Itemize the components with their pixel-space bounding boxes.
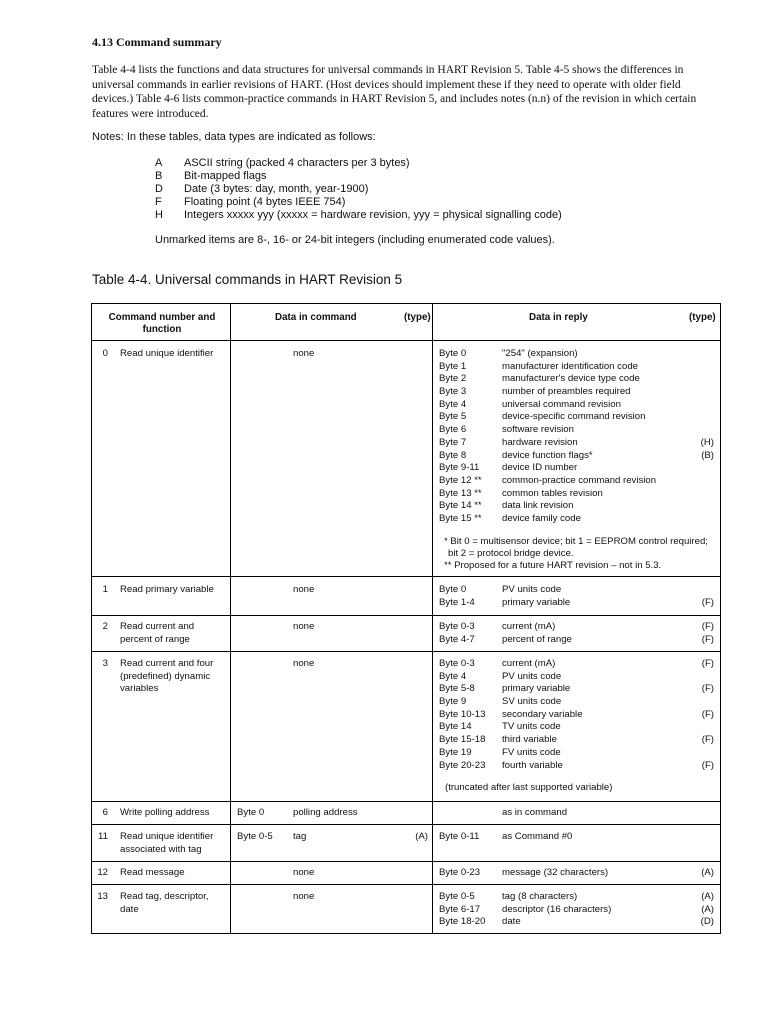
command-number: 0	[102, 348, 108, 359]
command-function: Read message	[120, 867, 185, 878]
data-type-code: F	[155, 196, 162, 208]
data-type-code: A	[155, 157, 163, 169]
reply-types: (F) (F) (F) (F) (F)	[701, 658, 714, 771]
row-divider	[92, 576, 720, 577]
data-type-item	[155, 170, 562, 183]
data-type-desc: ASCII string (packed 4 characters per 3 bytes)	[184, 157, 410, 169]
table-caption: Table 4-4. Universal commands in HART Revision 5	[92, 272, 403, 287]
data-type-code: B	[155, 170, 163, 182]
header-type-command: (type)	[404, 312, 431, 323]
command-function: Read unique identifier	[120, 348, 214, 359]
data-type-desc: Integers xxxxx yyy (xxxxx = hardware revision, yyy = physical signalling code)	[184, 209, 562, 221]
command-number: 12	[97, 867, 108, 878]
command-number: 13	[97, 891, 108, 902]
column-divider	[230, 304, 231, 933]
commands-table	[91, 303, 721, 934]
row-divider	[92, 824, 720, 825]
data-type-item	[155, 209, 562, 222]
data-type-item	[155, 196, 562, 209]
reply-description: message (32 characters)	[502, 867, 609, 878]
data-type-code: D	[155, 183, 163, 195]
command-function: Read tag, descriptor, date	[120, 891, 209, 915]
reply-bytes: Byte 0-5 Byte 6-17 Byte 18-20	[439, 891, 486, 928]
command-number: 3	[102, 658, 108, 669]
footnote: * Bit 0 = multisensor device; bit 1 = EEPROM control required;	[444, 536, 708, 547]
command-type: (A)	[415, 831, 428, 842]
reply-description: as in command	[502, 807, 568, 818]
footnote: ** Proposed for a future HART revision – not in 5.3.	[444, 560, 662, 571]
row-divider	[92, 615, 720, 616]
reply-type: (A)	[701, 867, 714, 878]
command-function: Read current and four (predefined) dynamic variables	[120, 658, 214, 695]
command-function: Read current and percent of range	[120, 621, 195, 645]
command-data: none	[293, 584, 315, 595]
reply-bytes: Byte 0-3 Byte 4 Byte 5-8 Byte 9 Byte 10-13 Byte 14 Byte 15-18 Byte 19 Byte 20-23	[439, 658, 486, 771]
command-function: Read primary variable	[120, 584, 214, 595]
command-data: none	[293, 658, 315, 669]
data-type-item	[155, 157, 562, 170]
row-divider	[92, 884, 720, 885]
column-divider	[432, 304, 433, 933]
reply-bytes: Byte 0-3 Byte 4-7	[439, 621, 475, 645]
reply-byte: Byte 0-11	[439, 831, 480, 842]
row-divider	[92, 861, 720, 862]
command-data: tag	[293, 831, 307, 842]
header-type-reply: (type)	[689, 312, 716, 323]
command-data: none	[293, 891, 315, 902]
command-byte: Byte 0-5	[237, 831, 273, 842]
reply-descriptions: "254" (expansion) manufacturer identification code manufacturer's device type code number of preambles required universal command revision device-specific command revision software revision hardware revision device function flags* device ID number common-practice command revision common tables revision data link revision device family code	[502, 348, 657, 524]
reply-descriptions: PV units code primary variable	[502, 584, 571, 608]
reply-types: (H) (B)	[700, 436, 714, 461]
command-data: polling address	[293, 807, 358, 818]
reply-descriptions: current (mA) percent of range	[502, 621, 572, 645]
row-divider	[92, 340, 720, 341]
section-heading: 4.13 Command summary	[92, 35, 222, 49]
footnote: (truncated after last supported variable)	[445, 782, 613, 793]
header-command: Command number and function	[108, 312, 216, 335]
intro-paragraph: Table 4-4 lists the functions and data structures for universal commands in HART Revision 5. Table 4-5 shows the differences in universal commands in earlier revisions of HART. (Host devices should implement these if they need to operate with older field devices.) Table 4-6 lists common-practice commands in HART Revision 5, and includes notes (n.n) of the revision in which certain features were introduced.	[92, 64, 697, 120]
data-type-code: H	[155, 209, 163, 221]
data-type-desc: Date (3 bytes: day, month, year-1900)	[184, 183, 369, 195]
reply-bytes: Byte 0 Byte 1-4	[439, 584, 475, 608]
data-type-item	[155, 183, 562, 196]
command-number: 11	[98, 831, 108, 842]
command-number: 1	[102, 584, 108, 595]
notes-intro: Notes: In these tables, data types are indicated as follows:	[92, 131, 376, 143]
command-data: none	[293, 867, 315, 878]
command-number: 6	[102, 807, 108, 818]
reply-byte: Byte 0-23	[439, 867, 481, 878]
command-byte: Byte 0	[237, 807, 265, 818]
reply-description: as Command #0	[502, 831, 573, 842]
unmarked-note: Unmarked items are 8-, 16- or 24-bit integers (including enumerated code values).	[155, 234, 555, 246]
data-type-list	[155, 157, 562, 222]
reply-types: (A) (A) (D)	[700, 891, 714, 928]
data-type-desc: Bit-mapped flags	[184, 170, 267, 182]
reply-types: (F) (F)	[701, 621, 714, 645]
reply-bytes: Byte 0 Byte 1 Byte 2 Byte 3 Byte 4 Byte 5 Byte 6 Byte 7 Byte 8 Byte 9-11 Byte 12 ** Byte 13 ** Byte 14 ** Byte 15 **	[439, 348, 482, 524]
command-function: Write polling address	[120, 807, 210, 818]
data-type-desc: Floating point (4 bytes IEEE 754)	[184, 196, 346, 208]
footnote: bit 2 = protocol bridge device.	[448, 548, 574, 559]
command-function: Read unique identifier associated with tag	[120, 831, 214, 855]
reply-descriptions: current (mA) PV units code primary variable SV units code secondary variable TV units code third variable FV units code fourth variable	[502, 658, 583, 771]
row-divider	[92, 651, 720, 652]
command-data: none	[293, 621, 315, 632]
row-divider	[92, 801, 720, 802]
command-number: 2	[102, 621, 108, 632]
header-data-in-command: Data in command	[275, 312, 357, 323]
reply-descriptions: tag (8 characters) descriptor (16 characters) date	[502, 891, 612, 928]
command-data: none	[293, 348, 315, 359]
reply-types: (F)	[701, 596, 714, 608]
header-data-in-reply: Data in reply	[529, 312, 588, 323]
